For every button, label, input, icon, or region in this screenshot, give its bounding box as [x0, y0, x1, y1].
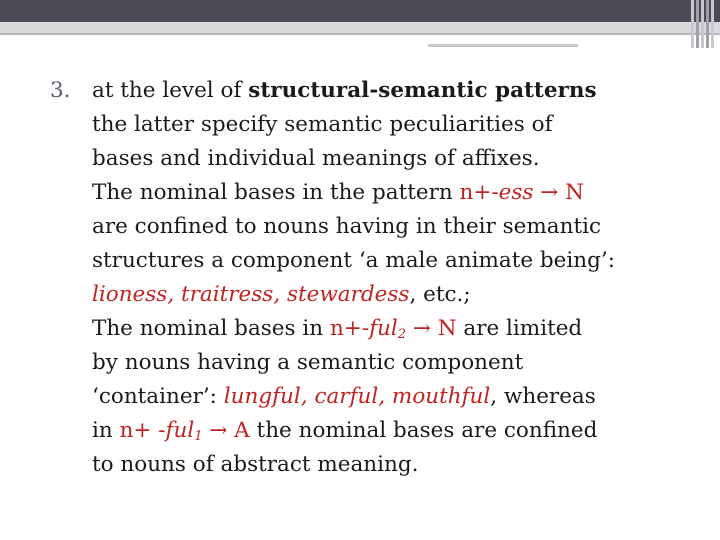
slide-header-band [0, 22, 720, 33]
text-line-5: are confined to nouns having in their semantic [92, 214, 602, 239]
example-words: lungful, carful, mouthful [223, 384, 491, 409]
text-line-6: structures a component ‘a male animate being’: [92, 248, 615, 273]
vertical-bar [711, 0, 714, 48]
text-line-10 [92, 380, 700, 414]
pattern-result: → N [406, 316, 457, 341]
text-segment: , whereas [490, 384, 596, 409]
decorative-accent-line [428, 44, 578, 47]
pattern-prefix: n+ - [119, 418, 166, 443]
bold-term: structural-semantic patterns [248, 78, 597, 103]
pattern-result: → A [202, 418, 250, 443]
vertical-bar [706, 0, 709, 48]
list-item-text [92, 74, 700, 482]
pattern-prefix: n+- [329, 316, 370, 341]
text-segment: are limited [456, 316, 583, 341]
text-line-7 [92, 278, 700, 312]
text-line-1 [92, 74, 700, 108]
text-line-4 [92, 176, 700, 210]
vertical-bar [691, 0, 694, 48]
pattern-subscript: 2 [397, 327, 407, 342]
list-item-number: 3. [50, 78, 71, 103]
pattern-result: → N [533, 180, 584, 205]
text-line-2: the latter specify semantic peculiarities of [92, 112, 553, 137]
slide-header-stripe [0, 33, 720, 35]
text-segment: , etc.; [409, 282, 471, 307]
slide-body [50, 74, 700, 482]
pattern-suffix: ful [165, 418, 195, 443]
text-line-8 [92, 312, 700, 346]
text-line-12: to nouns of abstract meaning. [92, 452, 419, 477]
vertical-bar [696, 0, 699, 48]
text-line-9: by nouns having a semantic component [92, 350, 524, 375]
text-segment: The nominal bases in the pattern [92, 180, 460, 205]
decorative-vertical-bars [691, 0, 714, 48]
text-segment: The nominal bases in [92, 316, 330, 341]
pattern-prefix: n+- [459, 180, 499, 205]
text-segment: ‘container’: [92, 384, 224, 409]
text-segment: the nominal bases are confined [249, 418, 598, 443]
text-segment: at the level of [92, 78, 249, 103]
text-line-11 [92, 414, 700, 448]
pattern-suffix: ful [369, 316, 398, 341]
text-line-3: bases and individual meanings of affixes. [92, 146, 540, 171]
pattern-suffix: ess [498, 180, 534, 205]
slide-header-bar [0, 0, 720, 22]
pattern-subscript: 1 [194, 429, 203, 444]
vertical-bar [701, 0, 704, 48]
example-words: lioness, traitress, stewardess [92, 282, 410, 307]
text-segment: in [92, 418, 120, 443]
